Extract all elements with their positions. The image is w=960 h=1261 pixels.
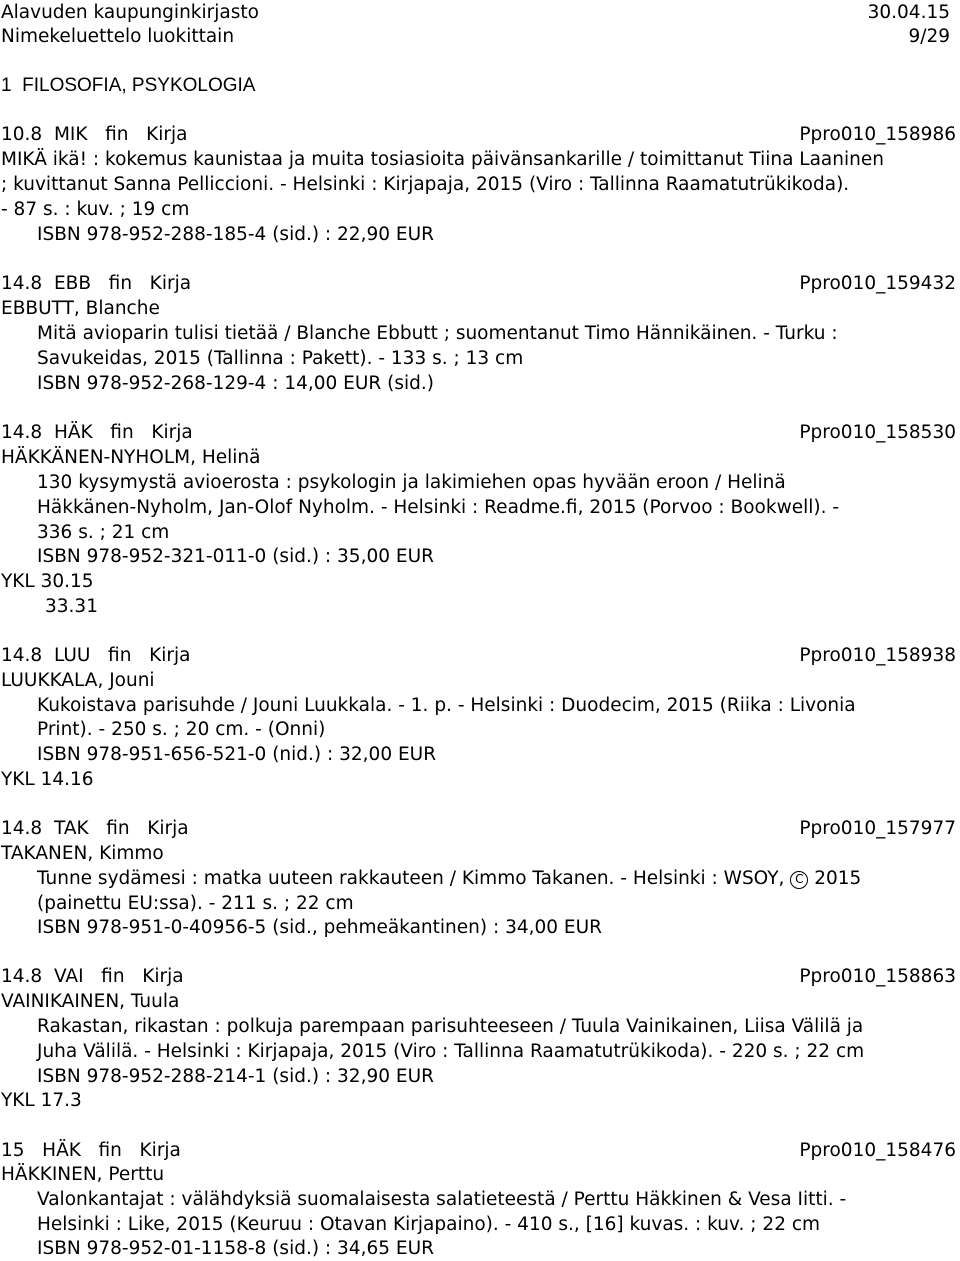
copyright-year: 2015 (814, 868, 862, 889)
entry-text: 130 kysymystä avioerosta : psykologin ja lakimiehen opas hyvään eroon / Helinä (37, 472, 786, 493)
entry-class-row (0, 816, 960, 841)
entry-line (0, 371, 960, 396)
entry-author: HÄKKÄNEN-NYHOLM, Helinä (1, 447, 261, 468)
entry-text: Tunne sydämesi : matka uuteen rakkauteen / Kimmo Takanen. - Helsinki : WSOY, (37, 868, 785, 889)
entry-line (0, 172, 960, 197)
entry-class-row (0, 420, 960, 445)
page-header-row-2 (0, 24, 960, 49)
entry-class-row (0, 271, 960, 296)
entry-isbn: ISBN 978-952-01-1158-8 (sid.) : 34,65 EUR (37, 1238, 434, 1259)
entry-line (0, 520, 960, 545)
entry-class: 15 HÄK fin Kirja (1, 1140, 181, 1161)
entry-code: Ppro010_157977 (799, 818, 956, 839)
entry-class: 10.8 MIK fin Kirja (1, 124, 188, 145)
entry-author-row (0, 296, 960, 321)
entry-code: Ppro010_158530 (799, 422, 956, 443)
entry-text: Häkkänen-Nyholm, Jan-Olof Nyholm. - Helsinki : Readme.fi, 2015 (Porvoo : Bookwell). - (37, 497, 840, 518)
entry-text: 336 s. ; 21 cm (37, 522, 170, 543)
entry-line (0, 693, 960, 718)
entry-author-row (0, 841, 960, 866)
entry-ykl-row (0, 1088, 960, 1113)
entry-line (0, 321, 960, 346)
library-name: Alavuden kaupunginkirjasto (1, 2, 259, 23)
entry-class: 14.8 EBB fin Kirja (1, 273, 192, 294)
entry-author: EBBUTT, Blanche (1, 298, 160, 319)
entry-text: Rakastan, rikastan : polkuja parempaan parisuhteeseen / Tuula Vainikainen, Liisa Välilä ja (37, 1016, 864, 1037)
entry-class-row (0, 643, 960, 668)
entry-isbn: ISBN 978-952-321-011-0 (sid.) : 35,00 EUR (37, 546, 434, 567)
entry-text: MIKÄ ikä! : kokemus kaunistaa ja muita tosiasioita päivänsankarille / toimittanut Tiina Laaninen (1, 149, 884, 170)
entry-text: Savukeidas, 2015 (Tallinna : Pakett). - 133 s. ; 13 cm (37, 348, 524, 369)
entry-text: Kukoistava parisuhde / Jouni Luukkala. - 1. p. - Helsinki : Duodecim, 2015 (Riika : Livonia (37, 695, 856, 716)
entry-text: Print). - 250 s. ; 20 cm. - (Onni) (37, 719, 326, 740)
page-number: 9/29 (908, 26, 950, 47)
entry-line (0, 717, 960, 742)
entry-line (0, 147, 960, 172)
entry-line (0, 222, 960, 247)
entry-author-row (0, 989, 960, 1014)
entry-line (0, 495, 960, 520)
entry-author: VAINIKAINEN, Tuula (1, 991, 180, 1012)
entry-text: (painettu EU:ssa). - 211 s. ; 22 cm (37, 893, 354, 914)
entry-author: LUUKKALA, Jouni (1, 670, 155, 691)
entry-code: Ppro010_158476 (799, 1140, 956, 1161)
entry-text: Valonkantajat : välähdyksiä suomalaisesta salatieteestä / Perttu Häkkinen & Vesa Iitti. - (37, 1189, 847, 1210)
entry-author-row (0, 1162, 960, 1187)
entry-line (0, 1187, 960, 1212)
entry-line (0, 197, 960, 222)
entry-ykl-row (0, 569, 960, 594)
entry-text-with-copyright (37, 866, 861, 891)
entry-author: HÄKKINEN, Perttu (1, 1164, 165, 1185)
entry-text: ; kuvittanut Sanna Pelliccioni. - Helsinki : Kirjapaja, 2015 (Viro : Tallinna Raamatutrükikoda). (1, 174, 850, 195)
entry-ykl: 33.31 (45, 596, 98, 617)
entry-isbn: ISBN 978-952-288-214-1 (sid.) : 32,90 EUR (37, 1066, 434, 1087)
entry-class-row (0, 1138, 960, 1163)
section-heading: 1 FILOSOFIA, PSYKOLOGIA (1, 75, 256, 96)
entry-isbn: ISBN 978-952-268-129-4 : 14,00 EUR (sid.) (37, 373, 434, 394)
entry-code: Ppro010_158938 (799, 645, 956, 666)
entry-line (0, 742, 960, 767)
entry-isbn: ISBN 978-952-288-185-4 (sid.) : 22,90 EUR (37, 224, 434, 245)
entry-code: Ppro010_158986 (799, 124, 956, 145)
entry-ykl-row (0, 767, 960, 792)
entry-line (0, 1039, 960, 1064)
entry-line (0, 915, 960, 940)
entry-text: Helsinki : Like, 2015 (Keuruu : Otavan Kirjapaino). - 410 s., [16] kuvas. : kuv. ; 22 cm (37, 1214, 821, 1235)
report-title: Nimekeluettelo luokittain (1, 26, 235, 47)
entry-ykl-row (0, 594, 960, 619)
report-date: 30.04.15 (867, 2, 950, 23)
entry-ykl: YKL 30.15 (1, 571, 94, 592)
entry-line (0, 470, 960, 495)
entry-line (0, 1212, 960, 1237)
entry-text: Mitä avioparin tulisi tietää / Blanche Ebbutt ; suomentanut Timo Hännikäinen. - Turku : (37, 323, 838, 344)
entry-class-row (0, 122, 960, 147)
entry-line (0, 1014, 960, 1039)
entry-class: 14.8 TAK fin Kirja (1, 818, 189, 839)
entry-line (0, 1064, 960, 1089)
entry-isbn: ISBN 978-951-656-521-0 (nid.) : 32,00 EUR (37, 744, 437, 765)
entry-author: TAKANEN, Kimmo (1, 843, 164, 864)
entry-text: Juha Välilä. - Helsinki : Kirjapaja, 2015 (Viro : Tallinna Raamatutrükikoda). - 220 s. ; 22 cm (37, 1041, 865, 1062)
page-header-row-1 (0, 0, 960, 25)
entry-text: - 87 s. : kuv. ; 19 cm (1, 199, 190, 220)
entry-author-row (0, 668, 960, 693)
entry-author-row (0, 445, 960, 470)
entry-line (0, 866, 960, 891)
entry-class: 14.8 HÄK fin Kirja (1, 422, 193, 443)
section-heading-row (0, 73, 960, 98)
entry-code: Ppro010_158863 (799, 966, 956, 987)
entry-line (0, 1236, 960, 1261)
entry-ykl: YKL 17.3 (1, 1090, 82, 1111)
copyright-icon: C (790, 871, 808, 889)
entry-line (0, 891, 960, 916)
entry-class: 14.8 VAI fin Kirja (1, 966, 184, 987)
entry-line (0, 544, 960, 569)
entry-class: 14.8 LUU fin Kirja (1, 645, 191, 666)
entry-isbn: ISBN 978-951-0-40956-5 (sid., pehmeäkantinen) : 34,00 EUR (37, 917, 602, 938)
entry-ykl: YKL 14.16 (1, 769, 94, 790)
entry-code: Ppro010_159432 (799, 273, 956, 294)
entry-class-row (0, 964, 960, 989)
entry-line (0, 346, 960, 371)
